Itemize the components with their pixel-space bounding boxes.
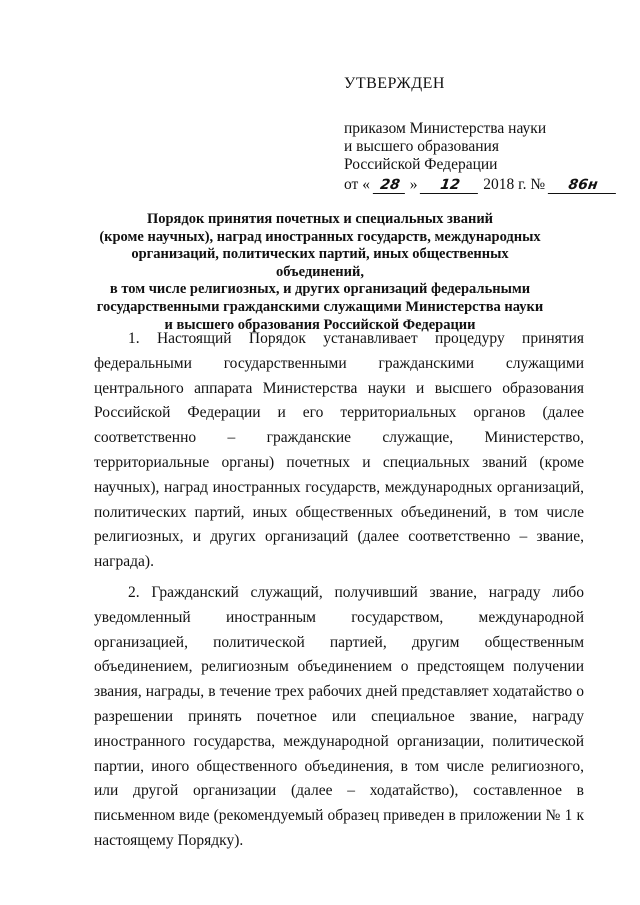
date-prefix: от « (344, 176, 370, 193)
approval-stamp (344, 74, 604, 194)
approval-line-order: приказом Министерства науки (344, 120, 547, 137)
approval-date-line (344, 176, 604, 194)
handwritten-order-number: 86н (548, 177, 618, 194)
heading-line: государственными гражданскими служащими Министерства науки (96, 298, 544, 315)
heading-line: Порядок принятия почетных и специальных званий (146, 211, 494, 227)
approval-title: УТВЕРЖДЕН (344, 75, 445, 92)
heading-line: в том числе религиозных, и других организаций федеральными (109, 281, 531, 298)
heading-line: организаций, политических партий, иных общественных объединений, (131, 246, 509, 280)
date-mid: » (409, 176, 418, 193)
document-body (94, 327, 584, 860)
handwritten-day: 28 (373, 177, 407, 194)
document-heading (90, 211, 550, 334)
heading-line: (кроме научных), наград иностранных государств, международных (99, 228, 541, 245)
year-text: 2018 г. № (483, 176, 546, 193)
heading-line: и высшего образования Российской Федерации (164, 316, 476, 333)
paragraph-2: 2. Гражданский служащий, получивший звание, награду либо уведомленный иностранным государством, международной организацией, политической партией, другим общественным объединением, религиозным объединением о предстоящем получении звания, награды, в течение трех рабочих дней представляет ходатайство о разрешении принять почетное или специальное звание, награду иностранного государства, международной организации, политической партии, иного общественного объединения, в том числе религиозного, или другой организации (далее – ходатайство), составленное в письменном виде (рекомендуемый образец приведен в приложении № 1 к настоящему Порядку). (94, 583, 584, 849)
approval-line-country: Российской Федерации (344, 156, 498, 173)
handwritten-month: 12 (420, 177, 480, 194)
paragraph-1: 1. Настоящий Порядок устанавливает процедуру принятия федеральными государственными гражданскими служащими центрального аппарата Министерства науки и высшего образования Российской Федерации и его территориальных органов (далее соответственно – гражданские служащие, Министерство, территориальные органы) почетных и специальных званий (кроме научных), наград иностранных государств, международных организаций, политических партий, иных общественных объединений, в том числе религиозных, и других организаций (далее соответственно – звание, награда). (94, 330, 584, 571)
approval-line-ministry: и высшего образования (344, 138, 499, 155)
